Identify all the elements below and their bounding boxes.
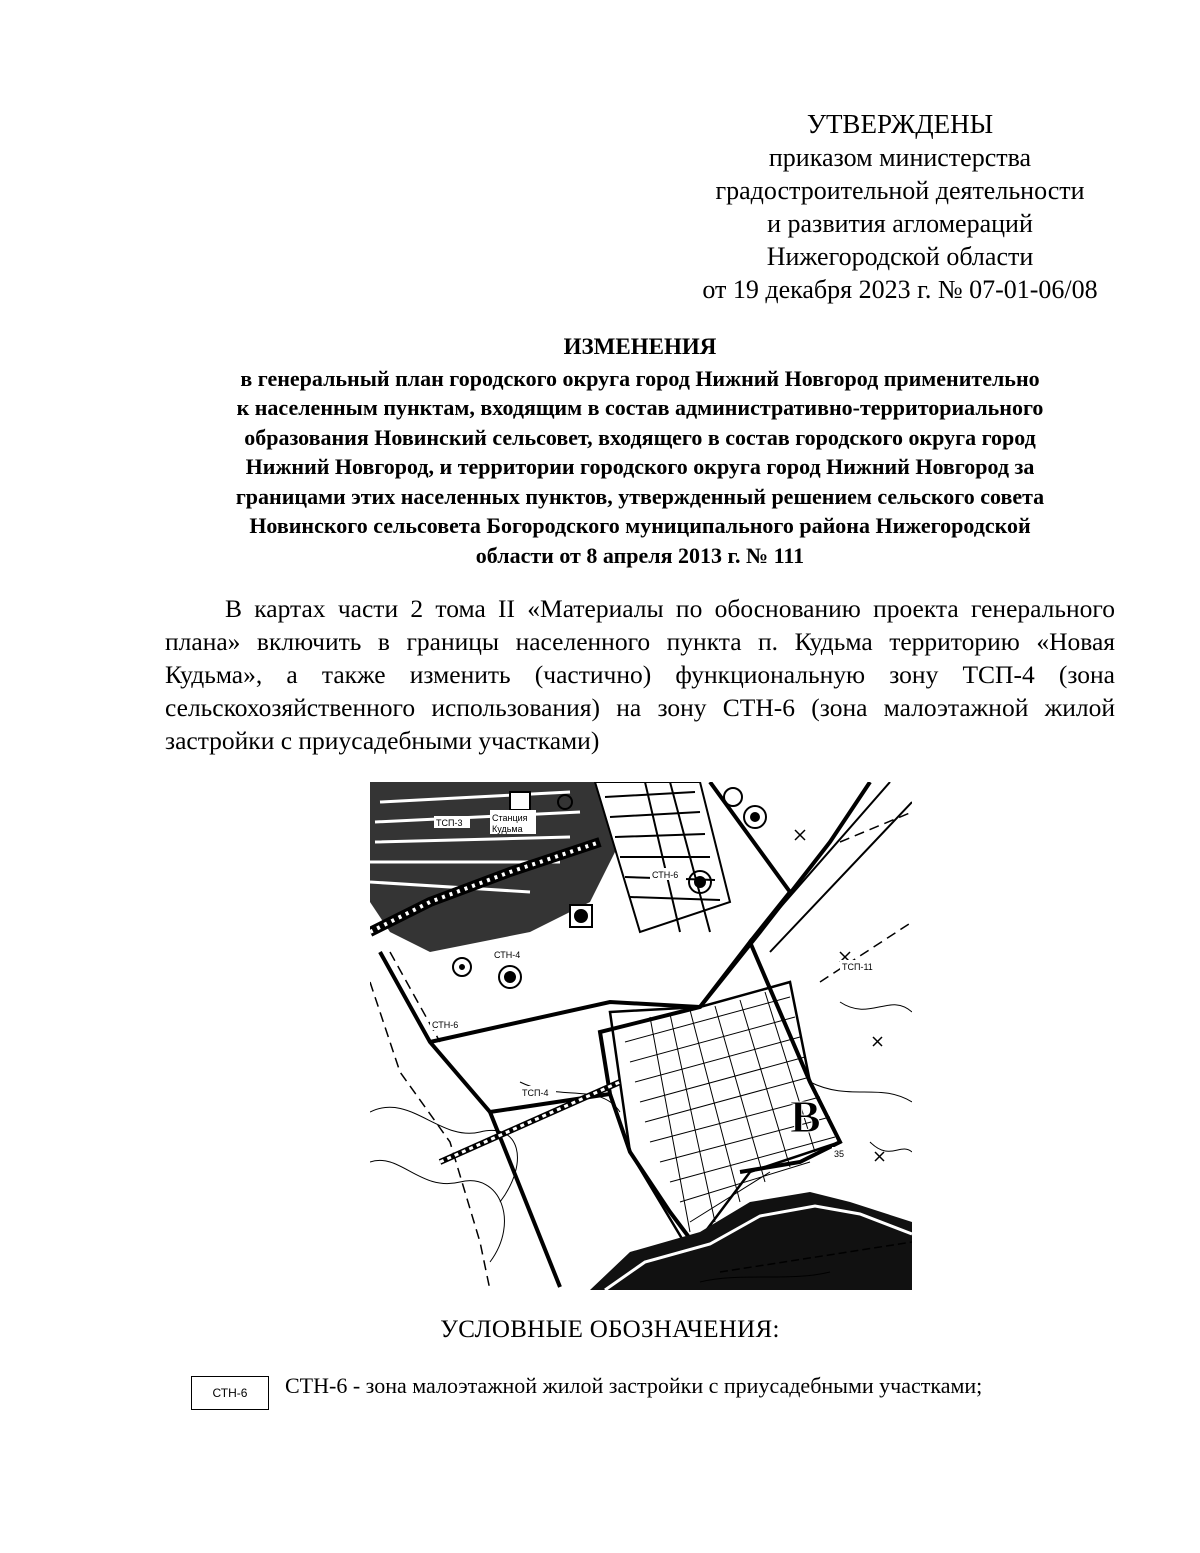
approval-date-line: от 19 декабря 2023 г. № 07-01-06/08: [702, 275, 1098, 304]
map-label-stn6-top: СТН-6: [652, 870, 679, 880]
map-label-tsp3: ТСП-3: [436, 818, 463, 828]
map-label-stn4: СТН-4: [494, 950, 521, 960]
approval-line: приказом министерства: [768, 143, 1032, 172]
subtitle-line: границами этих населенных пунктов, утвержденный решением сельского совета: [235, 483, 1045, 509]
legend-title: УСЛОВНЫЕ ОБОЗНАЧЕНИЯ:: [440, 1316, 780, 1343]
approval-line: градостроительной деятельности: [715, 176, 1085, 205]
legend-item: [191, 1372, 1091, 1412]
map-label-stn6-left: СТН-6: [432, 1020, 459, 1030]
subtitle-line: Нижний Новгород, и территории городского округа город Нижний Новгород за: [245, 454, 1035, 479]
map-label-tsp11: ТСП-11: [842, 962, 873, 972]
body-paragraph: В картах части 2 тома II «Материалы по обоснованию проекта генерального плана» включить в границы населенного пункта п. Кудьма территорию «Новая Кудьма», а также изменить (частично) функциональную зону ТСП-4 (зона сельскохозяйственного использования) на зону СТН-6 (зона малоэтажной жилой застройки с приусадебными участками): [165, 594, 1115, 755]
subtitle-line: в генеральный план городского округа город Нижний Новгород применительно: [240, 365, 1040, 391]
approval-heading: УТВЕРЖДЕНЫ: [806, 109, 994, 139]
map-label-kudma: Кудьма: [492, 824, 523, 834]
map-label-station: Станция: [492, 813, 528, 823]
map-drawing: [370, 782, 912, 1290]
subtitle-line: Новинского сельсовета Богородского муниципального района Нижегородской: [249, 513, 1031, 538]
map-label-tsp4: ТСП-4: [522, 1088, 549, 1098]
approval-stamp: [640, 108, 1160, 306]
subtitle-line: области от 8 апреля 2013 г. № 111: [475, 542, 805, 568]
subtitle-line: к населенным пунктам, входящим в состав административно-территориального: [236, 395, 1044, 420]
map-fragment: [370, 782, 912, 1290]
document-title: ИЗМЕНЕНИЯ: [563, 334, 717, 359]
legend-description: СТН-6 - зона малоэтажной жилой застройки с приусадебными участками;: [285, 1373, 983, 1398]
map-label-road-number: 35: [834, 1149, 845, 1159]
approval-line: и развития агломераций: [767, 209, 1033, 238]
approval-line: Нижегородской области: [766, 242, 1034, 271]
legend-swatch: СТН-6: [191, 1376, 269, 1410]
document-title-block: [150, 332, 1130, 570]
map-marker-letter: В: [790, 1091, 821, 1142]
subtitle-line: образования Новинский сельсовет, входящего в состав городского округа город: [244, 424, 1036, 450]
